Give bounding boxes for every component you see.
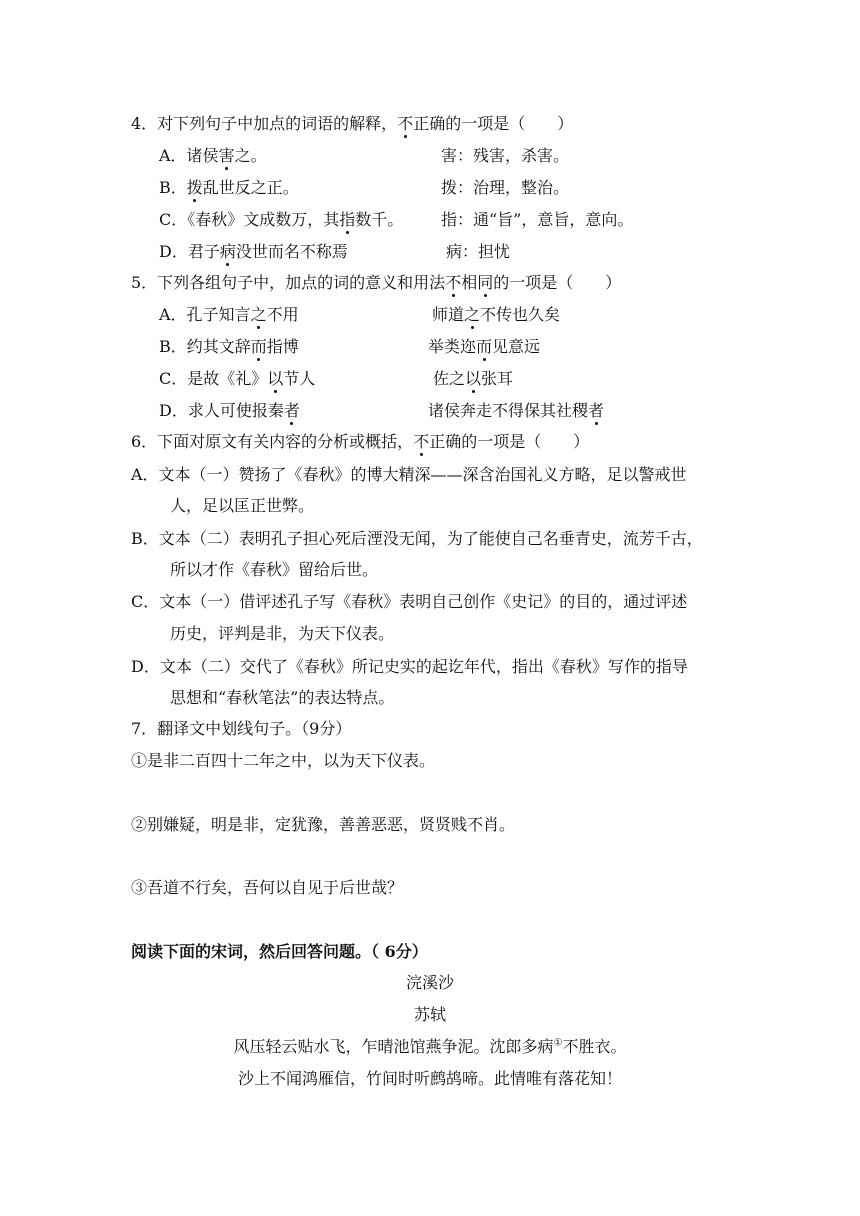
q6-option-d-line1: D．文本（二）交代了《春秋》所记史实的起讫年代，指出《春秋》写作的指导 [131, 657, 688, 676]
emphasis-dot-char: 病 [219, 242, 236, 261]
q5-option-b-left: B．约其文辞而指博 [159, 337, 299, 356]
q5-stem: 5．下列各组句子中，加点的词的意义和用法不相同的一项是（ ） [131, 273, 622, 292]
emphasis-dot-char: 而 [476, 337, 493, 356]
q6-option-a-line1: A．文本（一）赞扬了《春秋》的博大精深——深含治国礼义方略，足以警戒世 [131, 465, 687, 484]
q5-option-d-left: D．求人可使报秦者 [159, 401, 300, 420]
q5-option-a-right: 师道之不传也久矣 [432, 305, 561, 324]
emphasis-dot-char: 不 [397, 114, 414, 133]
q5-option-c-right: 佐之以张耳 [433, 369, 514, 388]
q7-sentence-1: ①是非二百四十二年之中，以为天下仪表。 [131, 751, 436, 770]
q6-option-c-line2: 历史，评判是非，为天下仪表。 [170, 624, 395, 643]
q4-option-b: B．拨乱世反之正。 [159, 178, 299, 197]
q5-option-d-right: 诸侯奔走不得保其社稷者 [428, 401, 605, 420]
emphasis-dot-char: 以 [267, 369, 284, 388]
q7-sentence-3: ③吾道不行矣，吾何以自见于后世哉？ [131, 878, 404, 897]
emphasis-dot-char: 之 [250, 305, 267, 324]
q4-option-c-explanation: 指：通“旨”，意旨，意向。 [441, 210, 634, 229]
q6-option-b-line2: 所以才作《春秋》留给后世。 [170, 560, 379, 579]
q7-stem: 7．翻译文中划线句子。（9分） [131, 719, 352, 738]
q5-option-c-left: C．是故《礼》以节人 [159, 369, 316, 388]
poem-line-1: 风压轻云贴水飞，乍晴池馆燕争泥。沈郎多病①不胜衣。 [233, 1037, 627, 1056]
emphasis-dot-char: 拨 [186, 178, 203, 197]
emphasis-dot-char: 者 [588, 401, 605, 420]
emphasis-dot-char: 之 [464, 305, 481, 324]
emphasis-dot-char: 以 [465, 369, 482, 388]
poem-author: 苏轼 [413, 1005, 446, 1024]
emphasis-dot-char: 不 [413, 432, 430, 451]
q6-option-d-line2: 思想和“春秋笔法”的表达特点。 [170, 688, 395, 707]
q4-option-d: D．君子病没世而名不称焉 [159, 242, 348, 261]
q6-option-c-line1: C．文本（一）借评述孔子写《春秋》表明自己创作《史记》的目的，通过评述 [131, 592, 688, 611]
footnote-marker: ① [553, 1037, 563, 1049]
q4-stem: 4．对下列句子中加点的词语的解释，不正确的一项是（ ） [131, 114, 574, 133]
poem-line-2: 沙上不闻鸿雁信，竹间时听鹧鸪啼。此情唯有落花知！ [237, 1069, 622, 1088]
q5-option-a-left: A．孔子知言之不用 [159, 305, 299, 324]
q4-option-c: C．《春秋》文成数万，其指数千。 [159, 210, 404, 229]
q4-option-b-explanation: 拨：治理，整治。 [441, 178, 570, 197]
emphasis-dot-char: 指 [339, 210, 356, 229]
q4-option-d-explanation: 病：担忧 [446, 242, 511, 261]
emphasis-dot-char: 害 [218, 146, 235, 165]
poem-intro: 阅读下面的宋词，然后回答问题。（ 6分） [131, 942, 428, 961]
q5-option-b-right: 举类迩而见意远 [428, 337, 541, 356]
emphasis-dot-char: 而 [250, 337, 267, 356]
poem-title: 浣溪沙 [405, 973, 454, 992]
q4-option-a-explanation: 害：残害，杀害。 [441, 146, 570, 165]
q4-option-a: A．诸侯害之。 [159, 146, 267, 165]
q6-stem: 6．下面对原文有关内容的分析或概括，不正确的一项是（ ） [131, 432, 590, 451]
emphasis-dot-char: 不 [445, 273, 462, 292]
q6-option-a-line2: 人，足以匡正世弊。 [170, 496, 315, 515]
q7-sentence-2: ②别嫌疑，明是非，定犹豫，善善恶恶，贤贤贱不肖。 [131, 815, 516, 834]
q6-option-b-line1: B．文本（二）表明孔子担心死后湮没无闻，为了能使自己名垂青史，流芳千古， [131, 529, 703, 548]
emphasis-dot-char: 者 [283, 401, 300, 420]
emphasis-dot-char: 同 [477, 273, 494, 292]
